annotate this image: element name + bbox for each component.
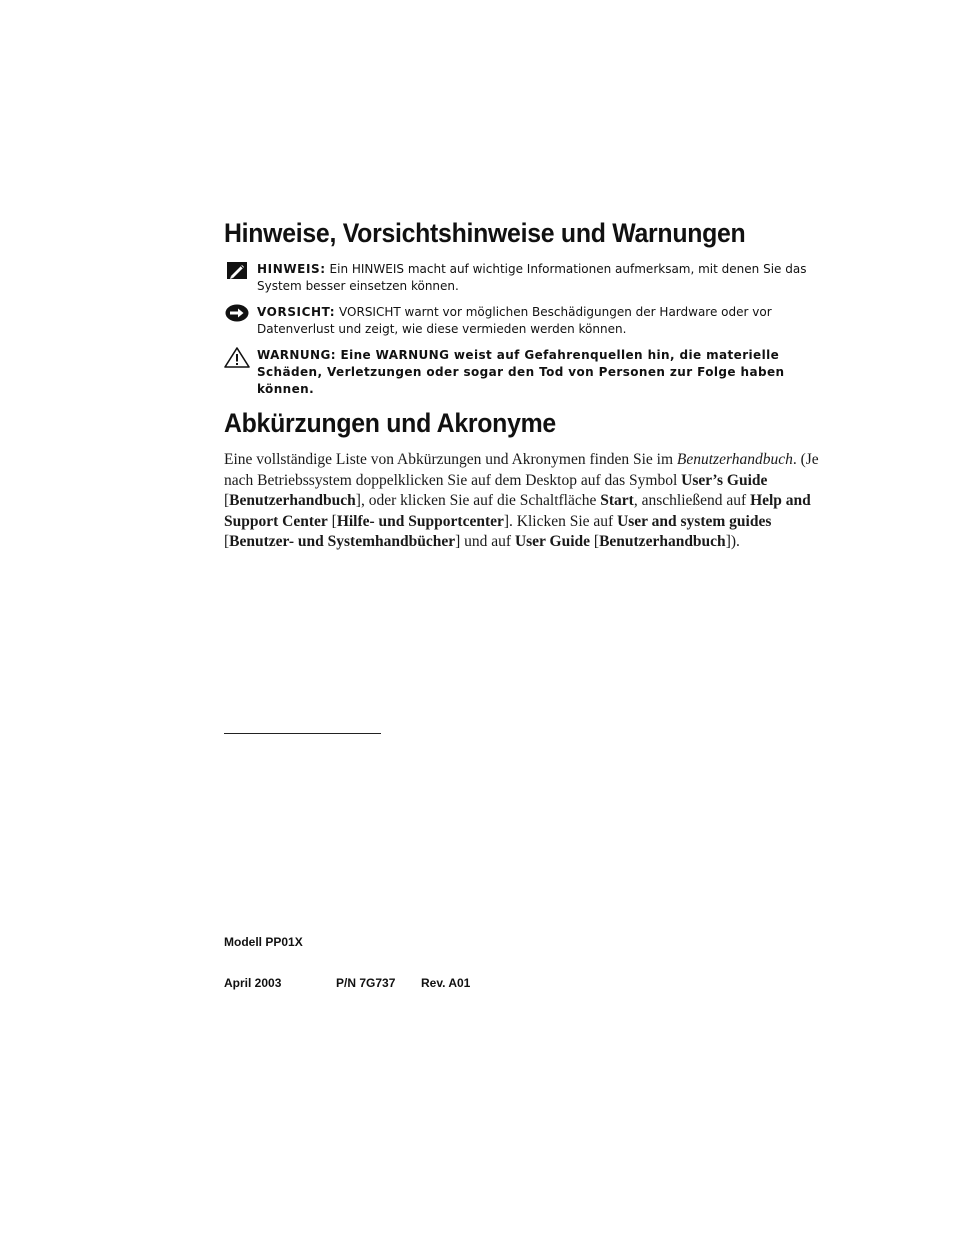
paragraph-text: [ — [590, 533, 600, 550]
systemhandbuecher-term: Benutzer- und Systemhandbücher — [229, 533, 456, 550]
paragraph-text: ], oder klicken Sie auf die Schaltfläche — [355, 492, 601, 509]
warning-label: WARNUNG: — [257, 348, 336, 362]
caution-text: VORSICHT warnt vor möglichen Beschädigungen der Hardware oder vor Datenverlust und zeigt, wie diese vermieden werden können. — [257, 305, 772, 336]
note-block — [224, 261, 824, 295]
caution-arrow-icon — [224, 304, 250, 326]
paragraph-text: ]). — [725, 533, 740, 550]
warning-block — [224, 347, 824, 398]
paragraph-text: ] und auf — [455, 533, 515, 550]
caution-block — [224, 304, 824, 338]
start-term: Start — [600, 492, 634, 509]
users-guide-term: User’s Guide — [681, 471, 768, 489]
abbreviations-paragraph — [224, 450, 824, 553]
section-title-abbreviations: Abkürzungen und Akronyme — [224, 408, 556, 438]
model-number: Modell PP01X — [224, 935, 303, 949]
footnote-divider — [224, 733, 381, 734]
paragraph-text: Eine vollständige Liste von Abkürzungen und Akronymen finden Sie im — [224, 451, 677, 468]
benutzerhandbuch-reference: Benutzerhandbuch — [676, 451, 793, 468]
paragraph-text: [ — [224, 533, 230, 550]
note-text: Ein HINWEIS macht auf wichtige Informationen aufmerksam, mit denen Sie das System besser einsetzen können. — [257, 262, 807, 293]
help-center-term: Help and Support Center — [224, 492, 811, 530]
paragraph-text: [ — [224, 492, 230, 509]
benutzerhandbuch-term-2: Benutzerhandbuch — [599, 533, 726, 550]
warning-triangle-icon — [224, 347, 250, 369]
supportcenter-term: Hilfe- und Supportcenter — [336, 512, 504, 530]
paragraph-text: [ — [327, 512, 337, 530]
paragraph-text: . (Je nach Betriebssystem doppelklicken Sie auf dem Desktop auf das Symbol — [224, 451, 819, 489]
system-guides-term: User and system guides — [617, 512, 772, 530]
paragraph-text: ]. Klicken Sie auf — [503, 512, 618, 530]
paragraph-text: , anschließend auf — [633, 492, 751, 509]
note-pencil-icon — [224, 261, 250, 283]
warning-text: Eine WARNUNG weist auf Gefahrenquellen hin, die materielle Schäden, Verletzungen oder sogar den Tod von Personen zur Folge haben können. — [257, 348, 785, 396]
user-guide-term: User Guide — [514, 533, 591, 550]
publication-date: April 2003 — [224, 976, 282, 990]
benutzerhandbuch-term: Benutzerhandbuch — [229, 492, 356, 509]
revision: Rev. A01 — [421, 976, 471, 990]
section-title-notices: Hinweise, Vorsichtshinweise und Warnungen — [224, 218, 746, 248]
part-number: P/N 7G737 — [336, 976, 396, 990]
note-label: HINWEIS: — [257, 262, 326, 276]
caution-label: VORSICHT: — [257, 305, 336, 319]
